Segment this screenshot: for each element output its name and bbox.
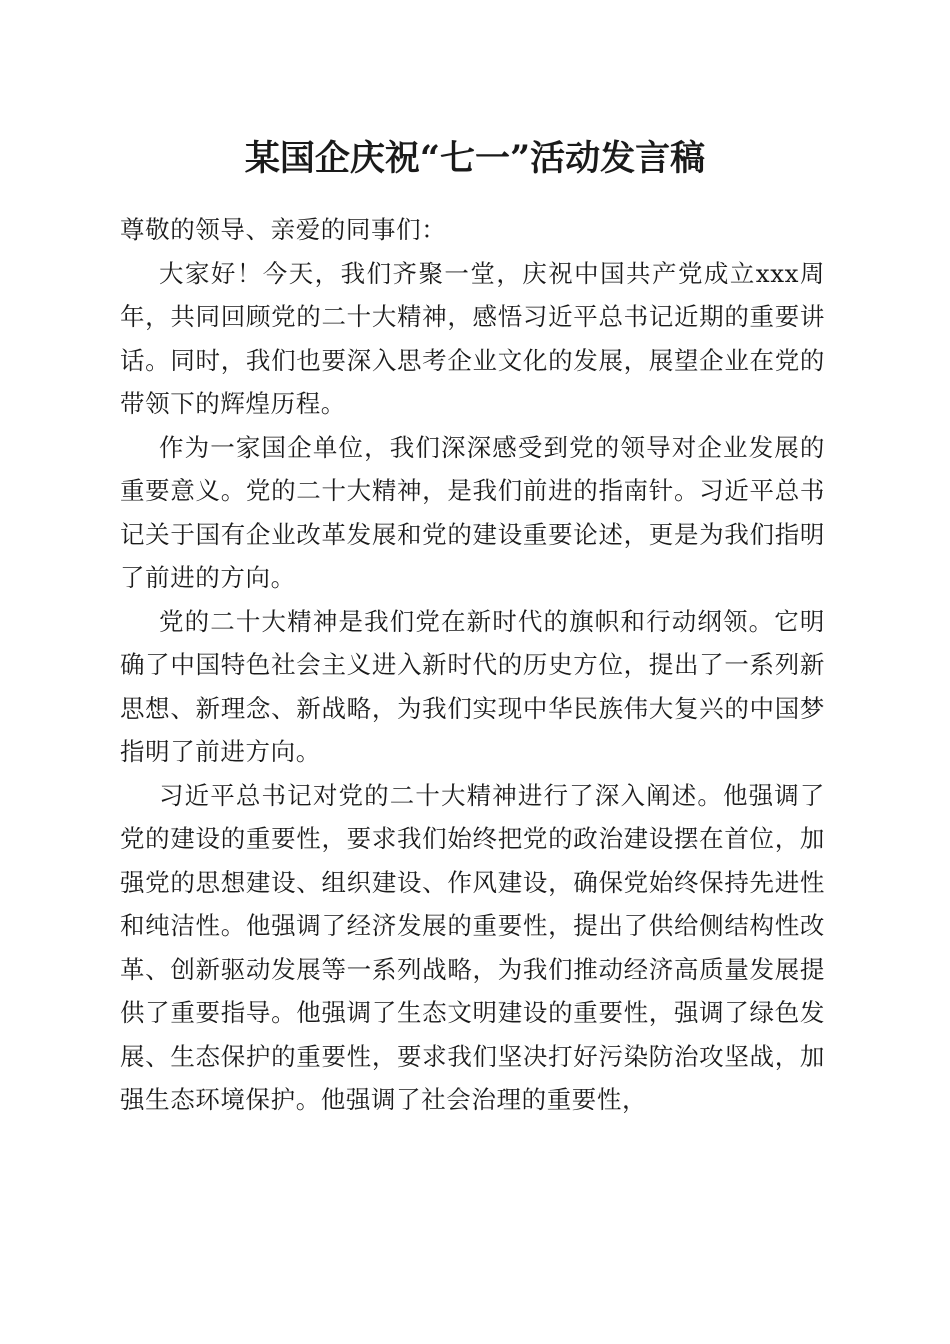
- salutation: 尊敬的领导、亲爱的同事们：: [120, 215, 447, 244]
- paragraph-2: 作为一家国企单位，我们深深感受到党的领导对企业发展的重要意义。党的二十大精神，是我们前进的指南针。习近平总书记关于国有企业改革发展和党的建设重要论述，更是为我们指明了前进的方向。: [120, 432, 825, 592]
- paragraph-4: 习近平总书记对党的二十大精神进行了深入阐述。他强调了党的建设的重要性，要求我们始终把党的政治建设摆在首位，加强党的思想建设、组织建设、作风建设，确保党始终保持先进性和纯洁性。他强调了经济发展的重要性，提出了供给侧结构性改革、创新驱动发展等一系列战略，为我们推动经济高质量发展提供了重要指导。他强调了生态文明建设的重要性，强调了绿色发展、生态保护的重要性，要求我们坚决打好污染防治攻坚战，加强生态环境保护。他强调了社会治理的重要性，: [120, 780, 825, 1114]
- paragraph-3: 党的二十大精神是我们党在新时代的旗帜和行动纲领。它明确了中国特色社会主义进入新时代的历史方位，提出了一系列新思想、新理念、新战略，为我们实现中华民族伟大复兴的中国梦指明了前进方向。: [120, 606, 825, 766]
- paragraph-1: 大家好！今天，我们齐聚一堂，庆祝中国共产党成立xxx周年，共同回顾党的二十大精神，感悟习近平总书记近期的重要讲话。同时，我们也要深入思考企业文化的发展，展望企业在党的带领下的辉煌历程。: [120, 258, 825, 418]
- document-title: 某国企庆祝“七一”活动发言稿: [244, 138, 706, 179]
- document-body: [120, 208, 825, 1122]
